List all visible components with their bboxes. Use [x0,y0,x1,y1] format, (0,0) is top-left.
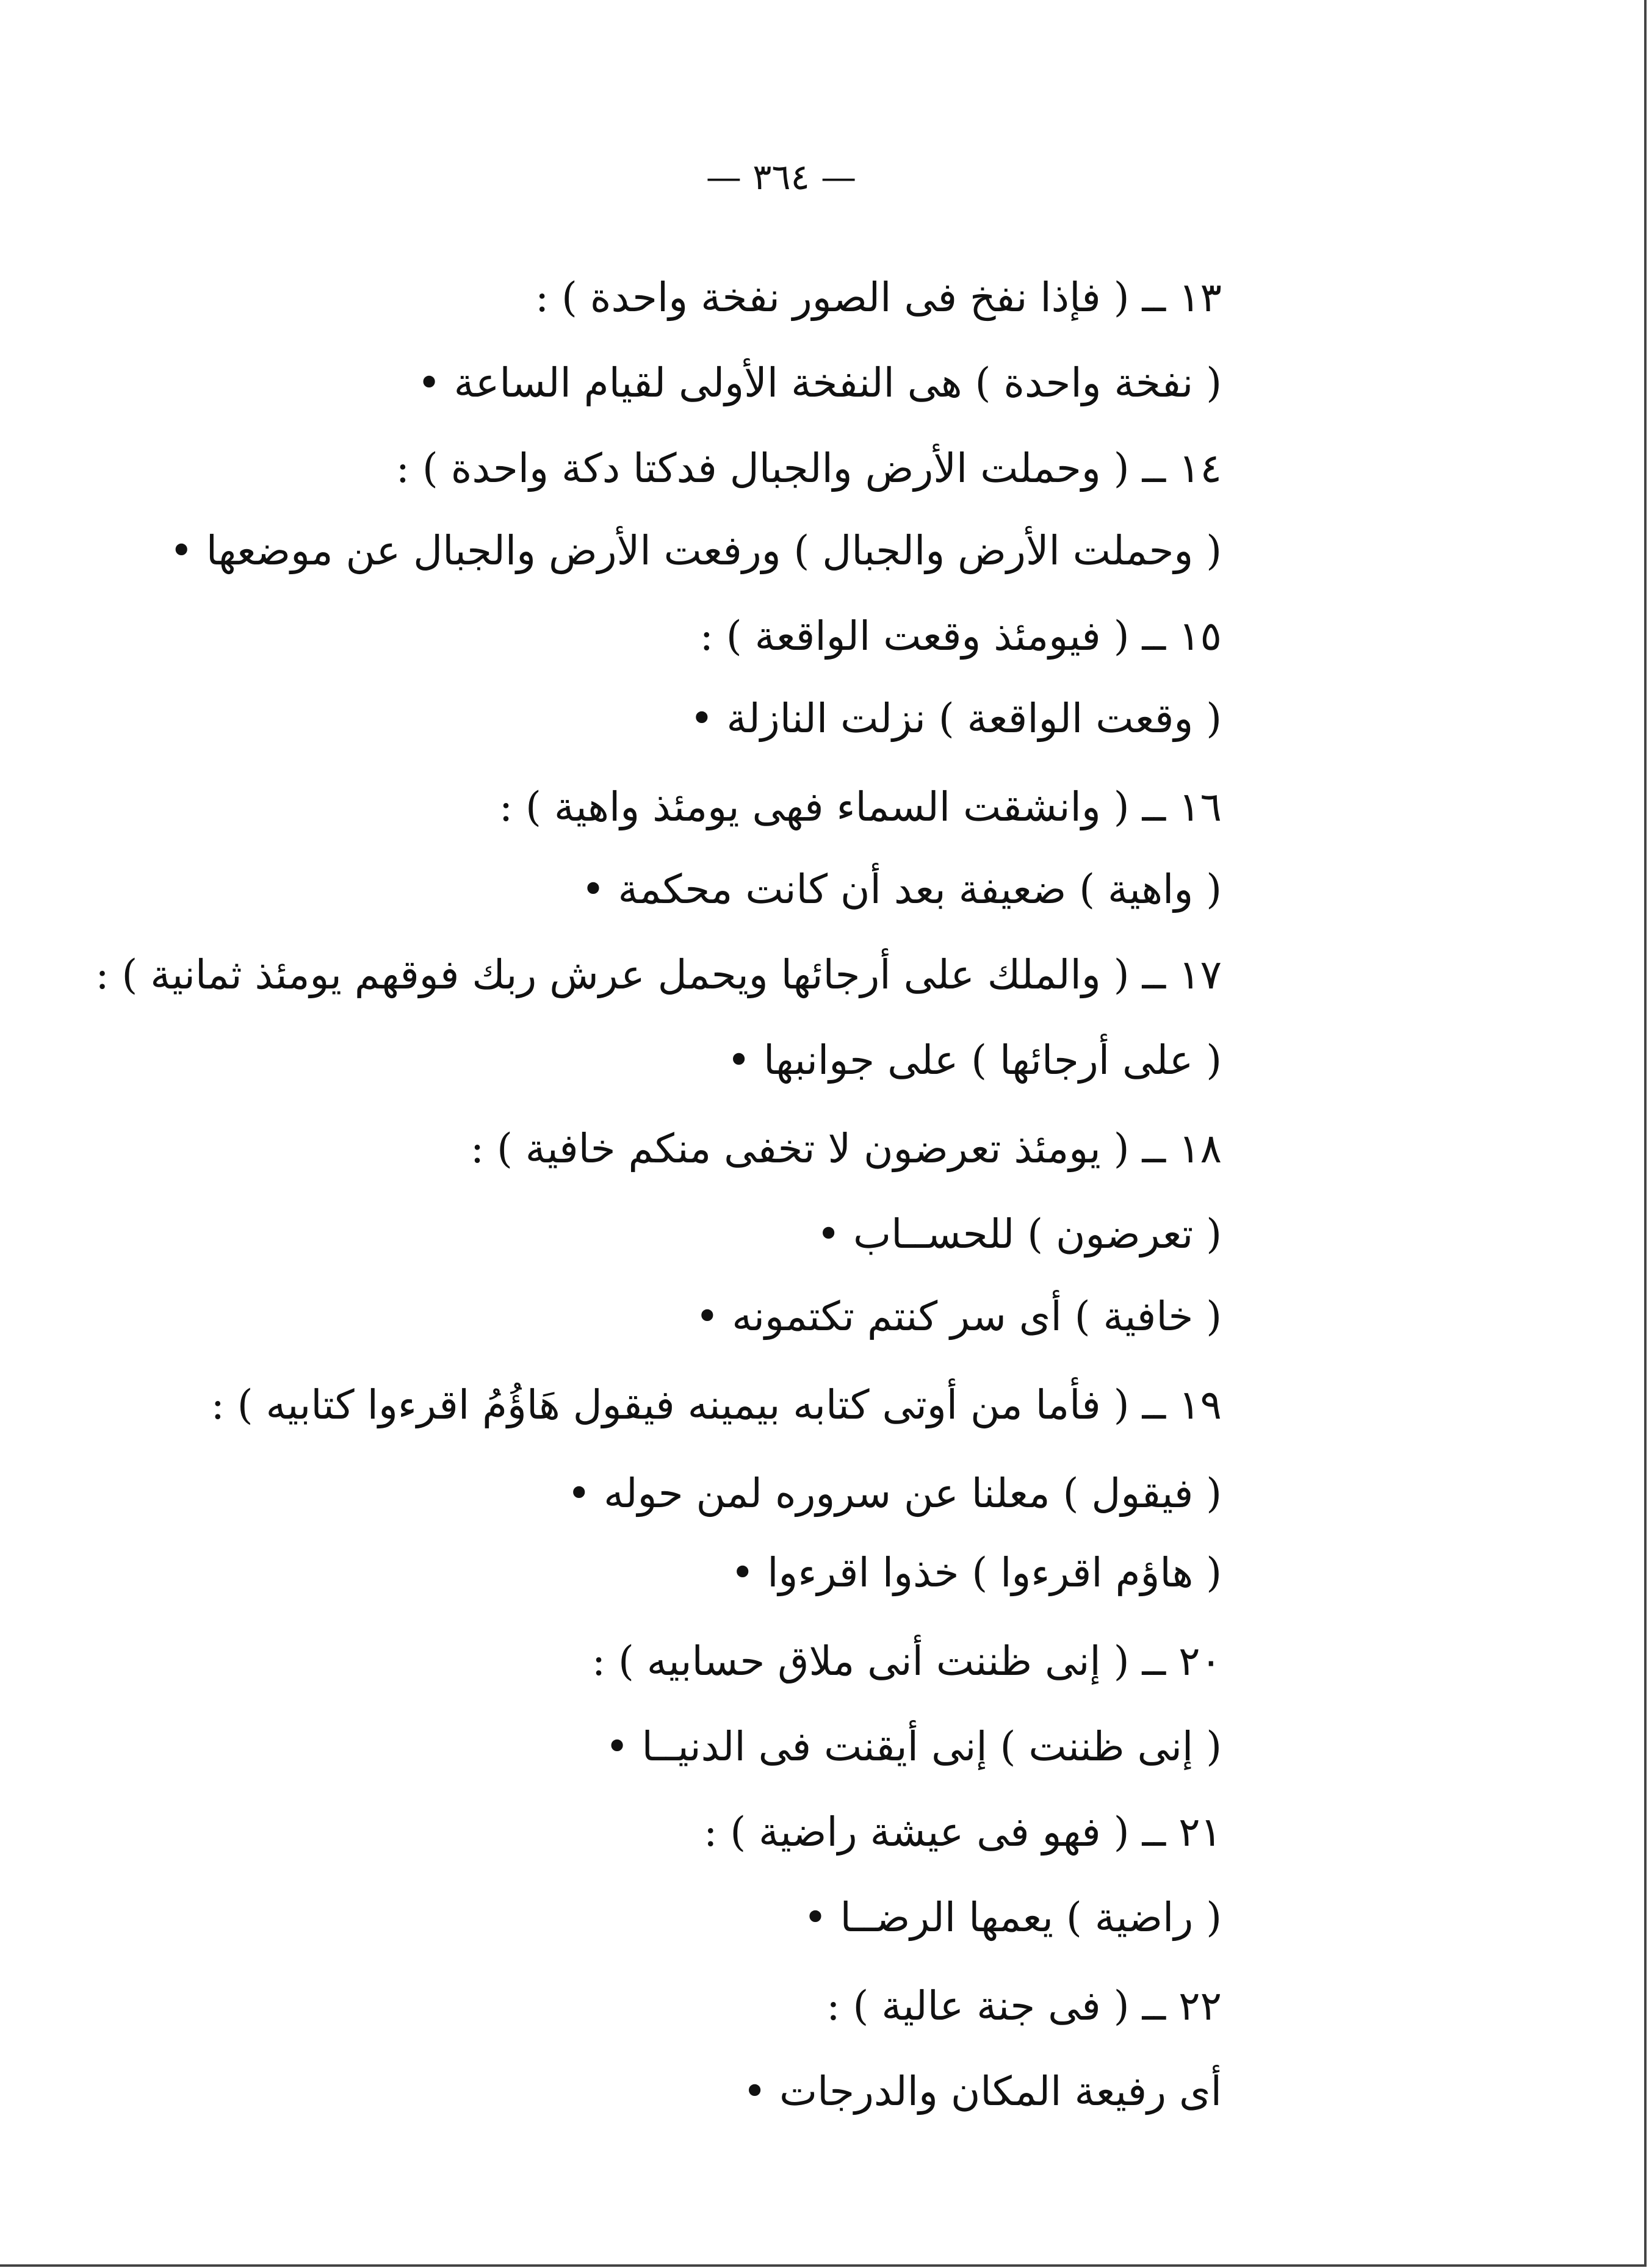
verse-13-heading: ١٣ ــ ( فإذا نفخ فى الصور نفخة واحدة ) : [535,274,1222,321]
verse-20-explanation: ( إنى ظننت ) إنى أيقنت فى الدنيــا • [605,1723,1222,1770]
verse-20-heading: ٢٠ ــ ( إنى ظننت أنى ملاق حسابيه ) : [591,1638,1222,1685]
verse-14-heading: ١٤ ــ ( وحملت الأرض والجبال فدكتا دكة واحدة ) : [395,445,1222,492]
verse-18-explanation: ( خافية ) أى سر كنتم تكتمونه • [695,1293,1222,1340]
verse-21-explanation: ( راضية ) يعمها الرضــا • [803,1894,1222,1941]
verse-13-explanation: ( نفخة واحدة ) هى النفخة الأولى لقيام الساعة • [417,359,1222,406]
verse-17-heading: ١٧ ــ ( والملك على أرجائها ويحمل عرش ربك فوقهم يومئذ ثمانية ) : [95,951,1222,998]
verse-22-explanation: أى رفيعة المكان والدرجات • [743,2068,1222,2115]
verse-18-heading: ١٨ ــ ( يومئذ تعرضون لا تخفى منكم خافية ) : [470,1125,1222,1172]
verse-15-explanation: ( وقعت الواقعة ) نزلت النازلة • [690,695,1222,742]
verse-15-heading: ١٥ ــ ( فيومئذ وقعت الواقعة ) : [699,613,1222,660]
verse-16-explanation: ( واهية ) ضعيفة بعد أن كانت محكمة • [581,866,1222,913]
verse-17-explanation: ( على أرجائها ) على جوانبها • [727,1037,1222,1084]
verse-16-heading: ١٦ ــ ( وانشقت السماء فهى يومئذ واهية ) : [499,783,1222,830]
page-number: — ٣٦٤ — [705,156,857,198]
verse-14-explanation: ( وحملت الأرض والجبال ) ورفعت الأرض والجبال عن موضعها • [169,527,1222,574]
verse-19-explanation: ( فيقول ) معلنا عن سروره لمن حوله • [567,1470,1222,1517]
verse-22-heading: ٢٢ ــ ( فى جنة عالية ) : [826,1982,1222,2029]
verse-21-heading: ٢١ ــ ( فهو فى عيشة راضية ) : [704,1809,1222,1856]
verse-19-explanation: ( هاؤم اقرءوا ) خذوا اقرءوا • [731,1549,1222,1596]
verse-19-heading: ١٩ ــ ( فأما من أوتى كتابه بيمينه فيقول هَاؤُمُ اقرءوا كتابيه ) : [211,1381,1222,1428]
verse-18-explanation: ( تعرضون ) للحســاب • [817,1211,1222,1258]
